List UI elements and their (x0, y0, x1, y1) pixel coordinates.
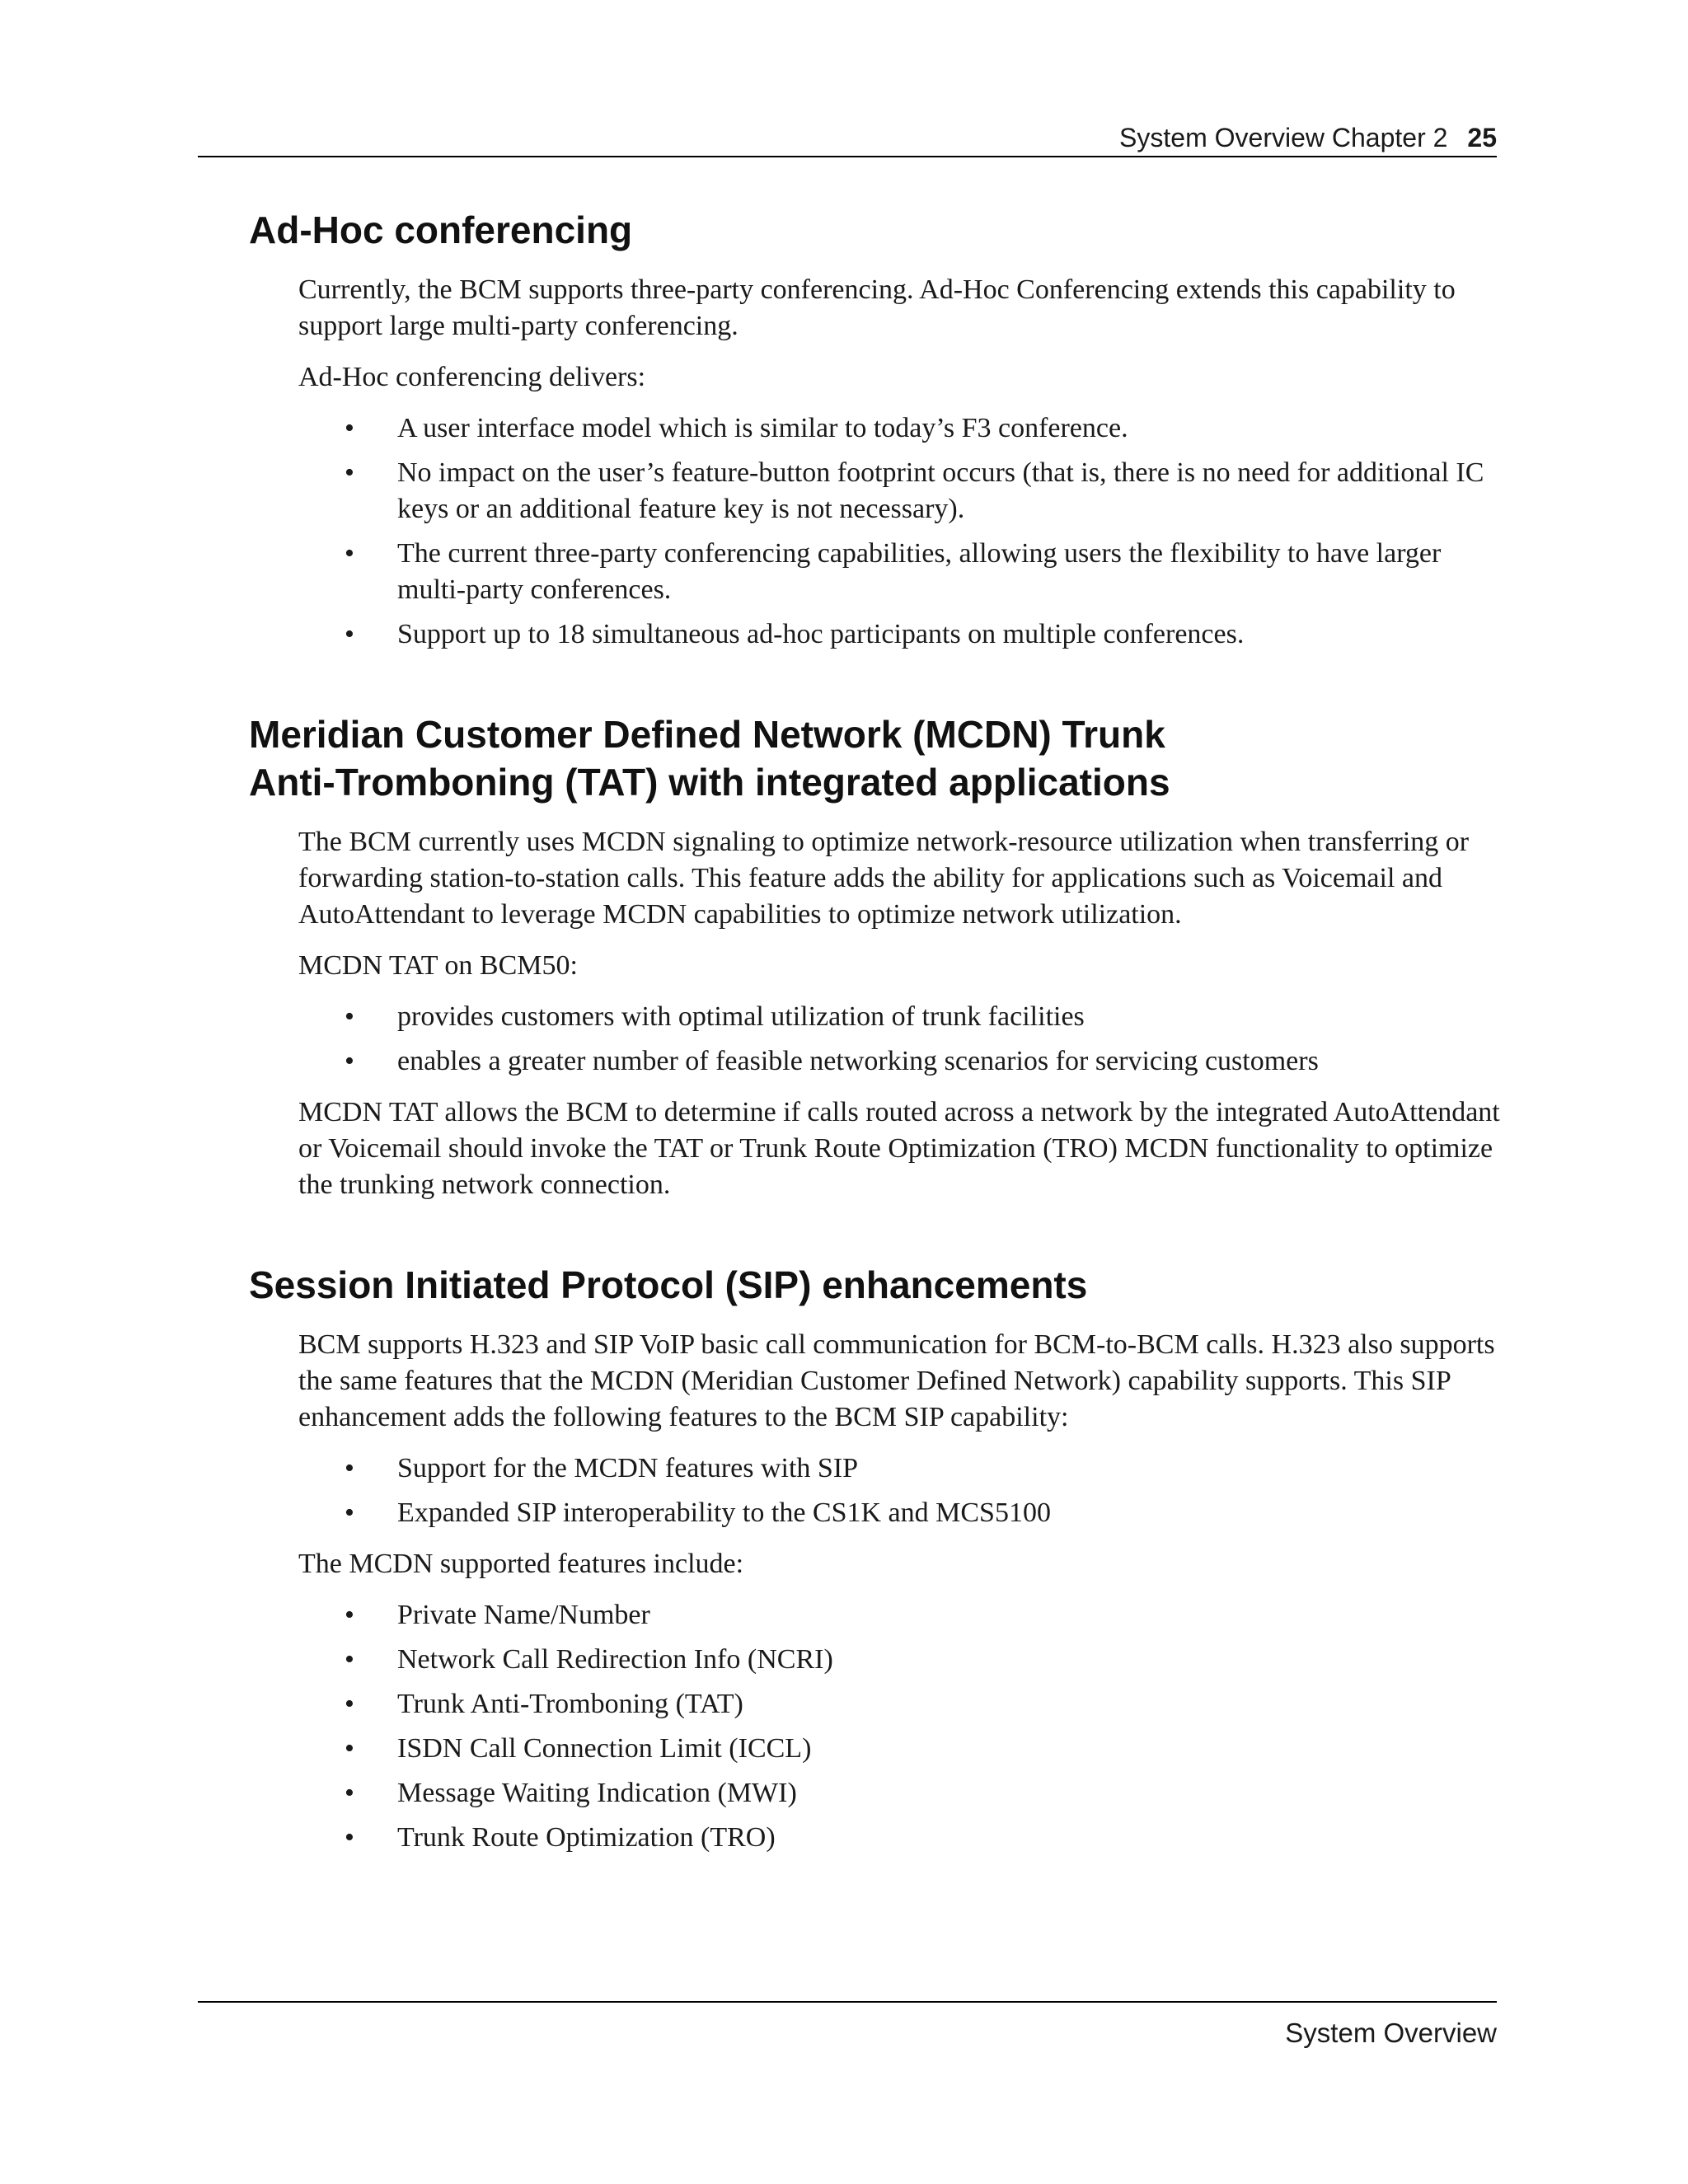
section-mcdn-tat (249, 710, 1502, 1203)
list-item-text: Trunk Anti-Tromboning (TAT) (397, 1689, 743, 1719)
bullet-icon: • (345, 619, 354, 649)
list-item (298, 1820, 1502, 1856)
section-heading (249, 710, 1502, 806)
bullet-icon: • (345, 1644, 354, 1675)
bullet-icon: • (345, 1001, 354, 1032)
list-item-text: Network Call Redirection Info (NCRI) (397, 1644, 833, 1675)
bullet-icon: • (345, 1733, 354, 1764)
page-content (249, 206, 1502, 1914)
list-item (298, 1686, 1502, 1722)
bullet-icon: • (345, 413, 354, 443)
paragraph: The BCM currently uses MCDN signaling to optimize network-resource utilization when transferring or forwarding station-to-station calls. This feature adds the ability for applications such as Voicemail and AutoAttendant to leverage MCDN capabilities to optimize network utilization. (298, 827, 1470, 930)
list-item (298, 1451, 1502, 1487)
running-footer (198, 2001, 1497, 2049)
list-item-text: ISDN Call Connection Limit (ICCL) (397, 1733, 812, 1764)
list-item (298, 1597, 1502, 1633)
bullet-icon: • (345, 538, 354, 569)
list-item-text: Support for the MCDN features with SIP (397, 1453, 859, 1483)
paragraph: BCM supports H.323 and SIP VoIP basic call communication for BCM-to-BCM calls. H.323 also supports the same features that the MCDN (Meridian Customer Defined Network) capability supports. This SIP enhancement adds the following features to the BCM SIP capability: (298, 1329, 1495, 1432)
list-item-text: enables a greater number of feasible networking scenarios for servicing customers (397, 1046, 1319, 1076)
list-item (298, 1642, 1502, 1678)
bullet-icon: • (345, 457, 354, 488)
list-item-text: Message Waiting Indication (MWI) (397, 1778, 797, 1808)
section-sip-enhancements (249, 1261, 1502, 1856)
list-item-text: No impact on the user’s feature-button footprint occurs (that is, there is no need for additional IC keys or an additional feature key is not necessary). (397, 457, 1484, 524)
list-item-text: A user interface model which is similar to today’s F3 conference. (397, 413, 1128, 443)
bullet-list (298, 1451, 1502, 1531)
list-item (298, 1775, 1502, 1811)
section-body (298, 272, 1502, 653)
bullet-icon: • (345, 1689, 354, 1719)
list-item (298, 1731, 1502, 1767)
heading-line: Anti-Tromboning (TAT) with integrated applications (249, 761, 1170, 804)
list-item-text: Trunk Route Optimization (TRO) (397, 1822, 776, 1853)
paragraph: Ad-Hoc conferencing delivers: (298, 362, 646, 392)
bullet-icon: • (345, 1046, 354, 1076)
paragraph: The MCDN supported features include: (298, 1549, 744, 1579)
paragraph: MCDN TAT on BCM50: (298, 950, 578, 981)
paragraph: MCDN TAT allows the BCM to determine if calls routed across a network by the integrated AutoAttendant or Voicemail should invoke the TAT or Trunk Route Optimization (TRO) MCDN functionality to optimize the trunking network connection. (298, 1097, 1500, 1200)
bullet-list (298, 1597, 1502, 1856)
list-item (298, 999, 1502, 1035)
bullet-icon: • (345, 1600, 354, 1630)
list-item-text: The current three-party conferencing capabilities, allowing users the flexibility to have larger multi-party conferences. (397, 538, 1442, 605)
list-item (298, 536, 1502, 608)
header-title: System Overview Chapter 2 (1119, 123, 1448, 152)
list-item-text: Expanded SIP interoperability to the CS1K and MCS5100 (397, 1497, 1051, 1528)
heading-line: Meridian Customer Defined Network (MCDN) Trunk (249, 713, 1165, 756)
section-adhoc-conferencing (249, 206, 1502, 653)
list-item (298, 1043, 1502, 1080)
bullet-icon: • (345, 1497, 354, 1528)
bullet-icon: • (345, 1822, 354, 1853)
list-item-text: Support up to 18 simultaneous ad-hoc participants on multiple conferences. (397, 619, 1245, 649)
running-header (198, 120, 1497, 157)
list-item (298, 616, 1502, 653)
list-item-text: Private Name/Number (397, 1600, 650, 1630)
bullet-list (298, 410, 1502, 653)
section-heading: Ad-Hoc conferencing (249, 209, 633, 251)
paragraph: Currently, the BCM supports three-party conferencing. Ad-Hoc Conferencing extends this capability to support large multi-party conferencing. (298, 274, 1456, 341)
bullet-icon: • (345, 1453, 354, 1483)
section-body (298, 824, 1502, 1203)
section-heading: Session Initiated Protocol (SIP) enhancements (249, 1263, 1088, 1306)
footer-text: System Overview (1285, 2018, 1497, 2048)
bullet-list (298, 999, 1502, 1080)
list-item (298, 455, 1502, 527)
list-item (298, 410, 1502, 447)
bullet-icon: • (345, 1778, 354, 1808)
list-item (298, 1495, 1502, 1531)
section-body (298, 1327, 1502, 1856)
list-item-text: provides customers with optimal utilization of trunk facilities (397, 1001, 1085, 1032)
page-number: 25 (1467, 123, 1497, 152)
